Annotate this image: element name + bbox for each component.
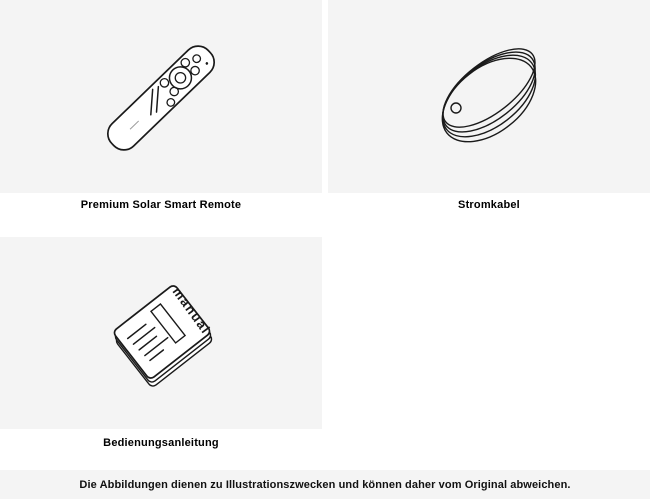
user-manual-icon [0, 237, 322, 429]
manual-cover-text: manual [169, 284, 214, 338]
accessory-label-cable: Stromkabel [458, 199, 520, 211]
disclaimer-text: Die Abbildungen dienen zu Illustrationszwecken und können daher vom Original abweichen. [79, 478, 571, 491]
disclaimer-bar [0, 470, 650, 499]
accessory-tile-cable [328, 0, 650, 193]
accessory-label-remote: Premium Solar Smart Remote [80, 199, 242, 211]
accessory-label-manual: Bedienungsanleitung [103, 437, 219, 449]
power-cable-icon [328, 0, 650, 193]
accessory-tile-manual [0, 237, 322, 429]
accessory-tile-remote [0, 0, 322, 193]
remote-control-icon [0, 0, 322, 193]
